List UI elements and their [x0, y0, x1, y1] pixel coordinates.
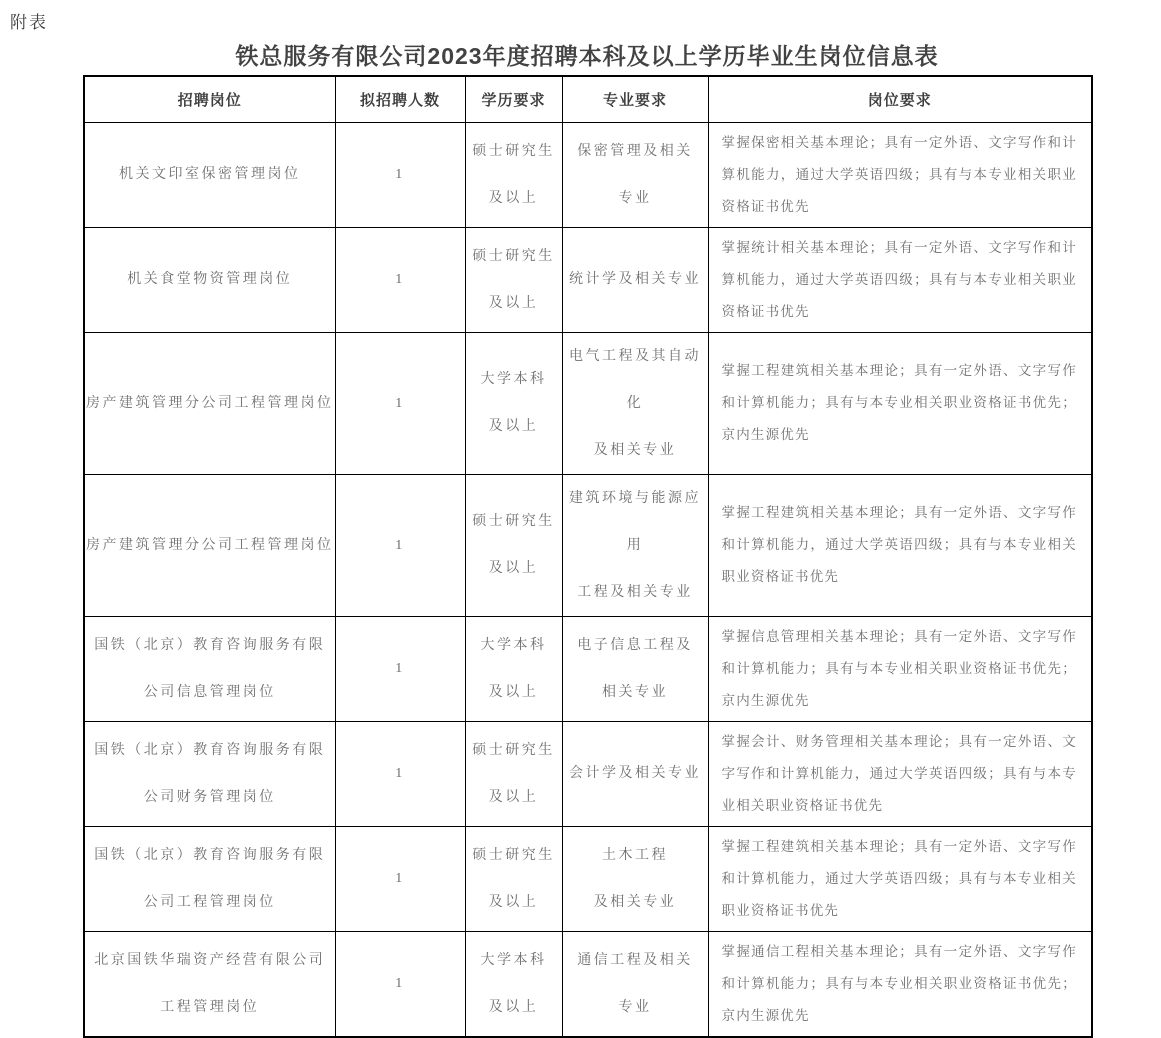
cell-text-line: 1: [395, 537, 405, 553]
cell-text-line: 北京国铁华瑞资产经营有限公司: [94, 952, 326, 968]
cell-text-line: 电气工程及其自动化: [569, 348, 701, 411]
cell-major: [562, 474, 708, 616]
cell-text-line: 公司财务管理岗位: [143, 789, 276, 805]
cell-position: [84, 931, 335, 1037]
table-row: [84, 122, 1092, 227]
cell-major: [562, 826, 708, 931]
cell-education: [465, 332, 562, 474]
cell-text-line: 及以上: [488, 999, 539, 1015]
table-row: [84, 826, 1092, 931]
job-positions-table: [83, 75, 1093, 1038]
cell-text-line: 相关专业: [602, 684, 668, 700]
cell-text-line: 1: [395, 871, 405, 886]
cell-text-line: 国铁（北京）教育咨询服务有限: [94, 637, 326, 653]
cell-text-line: 房产建筑管理分公司工程管理岗位: [86, 395, 334, 411]
cell-requirements: 掌握保密相关基本理论；具有一定外语、文字写作和计算机能力，通过大学英语四级；具有与本专业相关职业资格证书优先: [708, 122, 1092, 227]
cell-text-line: 及相关专业: [593, 442, 677, 458]
cell-text-line: 1: [395, 395, 405, 411]
cell-requirements: 掌握信息管理相关基本理论；具有一定外语、文字写作和计算机能力；具有与本专业相关职业资格证书优先；京内生源优先: [708, 616, 1092, 721]
cell-count: [335, 474, 465, 616]
cell-text-line: 及以上: [488, 789, 539, 805]
cell-position: [84, 332, 335, 474]
cell-text-line: 及以上: [488, 561, 539, 576]
cell-text-line: 1: [395, 976, 405, 991]
cell-position: [84, 474, 335, 616]
cell-major: [562, 227, 708, 332]
cell-count: [335, 721, 465, 826]
cell-position: [84, 721, 335, 826]
table-row: [84, 616, 1092, 721]
column-header: 专业要求: [562, 76, 708, 122]
cell-major: [562, 616, 708, 721]
cell-text-line: 国铁（北京）教育咨询服务有限: [94, 742, 326, 758]
cell-count: [335, 332, 465, 474]
column-header: 拟招聘人数: [335, 76, 465, 122]
cell-education: [465, 826, 562, 931]
cell-text-line: 硕士研究生: [472, 847, 555, 863]
cell-education: [465, 122, 562, 227]
cell-major: [562, 721, 708, 826]
cell-education: [465, 227, 562, 332]
cell-position: [84, 227, 335, 332]
table-row: [84, 721, 1092, 826]
cell-text-line: 1: [395, 272, 405, 287]
cell-text-line: 大学本科: [480, 637, 547, 653]
cell-text-line: 及相关专业: [593, 894, 677, 910]
cell-text-line: 硕士研究生: [472, 514, 555, 529]
cell-text-line: 通信工程及相关: [577, 952, 693, 968]
table-header-row: [84, 76, 1092, 122]
cell-text-line: 公司信息管理岗位: [143, 684, 276, 700]
cell-major: [562, 122, 708, 227]
cell-requirements: 掌握统计相关基本理论；具有一定外语、文字写作和计算机能力，通过大学英语四级；具有与本专业相关职业资格证书优先: [708, 227, 1092, 332]
cell-text-line: 及以上: [488, 419, 539, 434]
cell-text-line: 专业: [618, 999, 652, 1015]
table-row: [84, 332, 1092, 474]
column-header: 学历要求: [465, 76, 562, 122]
cell-position: [84, 616, 335, 721]
cell-text-line: 大学本科: [480, 372, 547, 387]
cell-text-line: 公司工程管理岗位: [143, 894, 276, 910]
cell-text-line: 建筑环境与能源应用: [569, 490, 701, 553]
page-title: 铁总服务有限公司2023年度招聘本科及以上学历毕业生岗位信息表: [235, 43, 939, 69]
cell-text-line: 及以上: [488, 190, 539, 206]
cell-text-line: 机关文印室保密管理岗位: [119, 167, 301, 182]
appendix-label: 附表: [10, 13, 48, 32]
cell-text-line: 1: [395, 167, 405, 182]
cell-position: [84, 122, 335, 227]
cell-text-line: 及以上: [488, 684, 539, 700]
cell-text-line: 会计学及相关专业: [569, 766, 701, 781]
cell-count: [335, 616, 465, 721]
cell-position: [84, 826, 335, 931]
cell-text-line: 土木工程: [602, 847, 668, 863]
cell-count: [335, 931, 465, 1037]
cell-requirements: 掌握工程建筑相关基本理论；具有一定外语、文字写作和计算机能力，通过大学英语四级；具有与本专业相关职业资格证书优先: [708, 826, 1092, 931]
cell-text-line: 电子信息工程及: [577, 637, 693, 653]
cell-major: [562, 332, 708, 474]
cell-count: [335, 122, 465, 227]
table-row: [84, 227, 1092, 332]
cell-requirements: 掌握会计、财务管理相关基本理论；具有一定外语、文字写作和计算机能力，通过大学英语四级；具有与本专业相关职业资格证书优先: [708, 721, 1092, 826]
cell-text-line: 硕士研究生: [472, 742, 555, 758]
cell-count: [335, 227, 465, 332]
cell-text-line: 1: [395, 766, 405, 781]
cell-text-line: 统计学及相关专业: [569, 272, 701, 287]
cell-text-line: 保密管理及相关: [577, 143, 693, 159]
cell-text-line: 大学本科: [480, 952, 547, 968]
cell-text-line: 工程管理岗位: [160, 999, 260, 1015]
cell-education: [465, 721, 562, 826]
table-row: [84, 931, 1092, 1037]
cell-requirements: 掌握工程建筑相关基本理论；具有一定外语、文字写作和计算机能力；具有与本专业相关职业资格证书优先；京内生源优先: [708, 332, 1092, 474]
cell-requirements: 掌握通信工程相关基本理论；具有一定外语、文字写作和计算机能力；具有与本专业相关职业资格证书优先；京内生源优先: [708, 931, 1092, 1037]
cell-text-line: 国铁（北京）教育咨询服务有限: [94, 847, 326, 863]
cell-text-line: 1: [395, 661, 405, 676]
cell-text-line: 硕士研究生: [472, 143, 555, 159]
cell-text-line: 硕士研究生: [472, 248, 555, 264]
cell-text-line: 工程及相关专业: [577, 584, 693, 600]
cell-text-line: 房产建筑管理分公司工程管理岗位: [86, 537, 334, 553]
cell-text-line: 机关食堂物资管理岗位: [127, 272, 293, 287]
column-header: 招聘岗位: [84, 76, 335, 122]
cell-count: [335, 826, 465, 931]
cell-education: [465, 474, 562, 616]
cell-text-line: 及以上: [488, 894, 539, 910]
cell-education: [465, 931, 562, 1037]
cell-text-line: 及以上: [488, 295, 539, 311]
cell-education: [465, 616, 562, 721]
cell-major: [562, 931, 708, 1037]
cell-text-line: 专业: [618, 190, 652, 206]
table-row: [84, 474, 1092, 616]
column-header: 岗位要求: [708, 76, 1092, 122]
cell-requirements: 掌握工程建筑相关基本理论；具有一定外语、文字写作和计算机能力，通过大学英语四级；具有与本专业相关职业资格证书优先: [708, 474, 1092, 616]
